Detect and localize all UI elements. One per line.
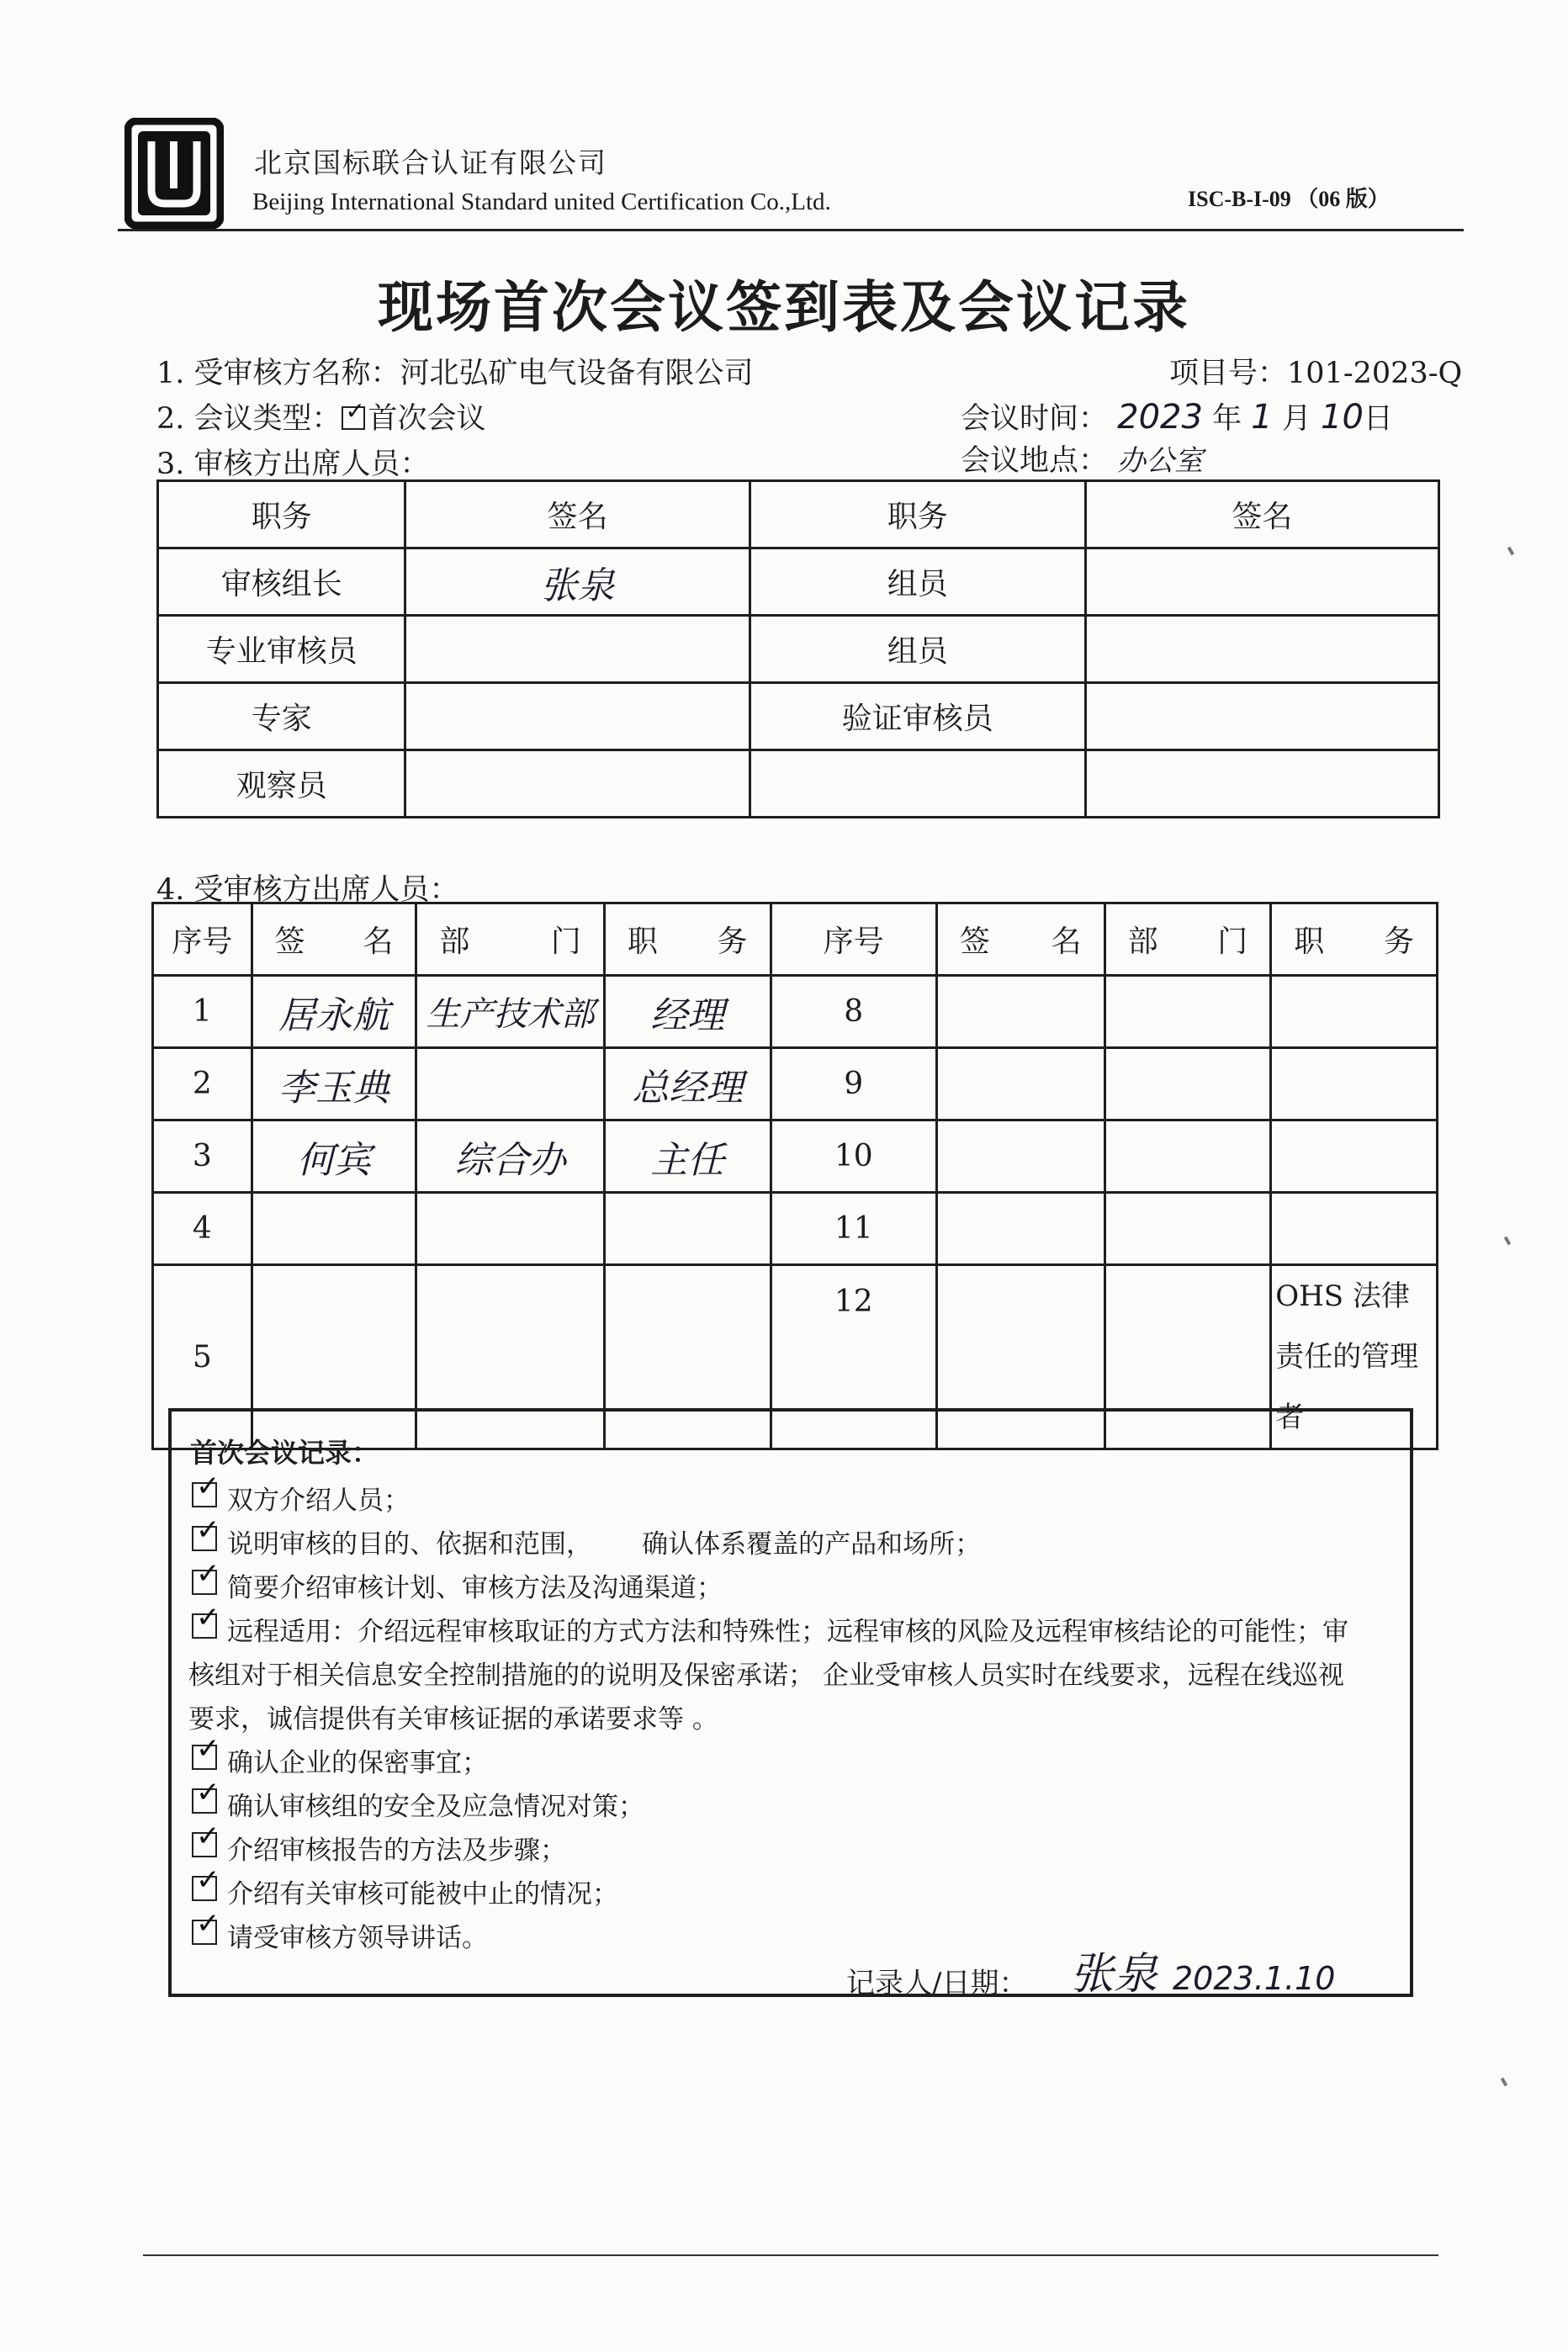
header-seq: 序号 <box>771 903 936 976</box>
header-department: 部 门 <box>416 903 605 976</box>
record-item: ✓ 双方介绍人员； <box>192 1479 410 1517</box>
time-month: 1 <box>1251 398 1273 437</box>
position-cell <box>604 1193 771 1265</box>
meeting-type-line <box>156 395 486 437</box>
time-day-unit: 日 <box>1363 402 1393 436</box>
department-cell: 综合办 <box>416 1120 605 1193</box>
header-role: 职务 <box>158 481 405 548</box>
signature-cell <box>1085 616 1438 683</box>
signature-cell <box>405 616 750 683</box>
record-item: ✓ 远程适用：介绍远程审核取证的方式方法和特殊性；远程审核的风险及远程审核结论的可能性；审 <box>192 1610 1348 1648</box>
table-row <box>153 1048 1438 1120</box>
position-cell: 经理 <box>604 976 771 1048</box>
table-row <box>158 750 1439 818</box>
position-cell <box>1271 1193 1438 1265</box>
scan-mark <box>1501 2078 1507 2087</box>
table-header-row <box>153 903 1438 976</box>
table-row <box>158 683 1439 750</box>
signature-cell: 李玉典 <box>252 1048 416 1120</box>
table-row <box>158 548 1439 616</box>
signature-cell: 何宾 <box>252 1120 416 1193</box>
recorder-label: 记录人/日期： <box>846 1967 1028 2000</box>
company-name-en: Beijing International Standard united Certification Co.,Ltd. <box>252 188 831 215</box>
position-cell <box>1271 1120 1438 1193</box>
header-position: 职 务 <box>604 903 771 976</box>
seq-cell: 12 <box>771 1265 936 1449</box>
time-year: 2023 <box>1117 398 1203 437</box>
role-cell: 组员 <box>750 616 1085 683</box>
time-day: 10 <box>1321 398 1364 437</box>
footer-divider <box>143 2254 1438 2256</box>
role-cell: 验证审核员 <box>750 683 1085 750</box>
header-signature: 签 名 <box>252 903 416 976</box>
checkbox-checked-icon[interactable]: ✓ <box>192 1920 217 1945</box>
record-item-continuation: 核组对于相关信息安全控制措施的的说明及保密承诺； 企业受审核人员实时在线要求，远程在线巡视 <box>188 1661 1344 1691</box>
meeting-type-checkbox[interactable]: ✓ <box>342 406 365 430</box>
auditee-name-line <box>156 350 754 392</box>
position-cell: 总经理 <box>604 1048 771 1120</box>
company-name-cn: 北京国标联合认证有限公司 <box>254 146 607 179</box>
checkbox-checked-icon[interactable]: ✓ <box>192 1482 217 1507</box>
project-number: 101-2023-Q <box>1287 357 1463 390</box>
record-item: ✓ 介绍审核报告的方法及步骤； <box>192 1829 566 1867</box>
record-item: ✓ 请受审核方领导讲话。 <box>192 1916 488 1954</box>
table-row <box>153 1193 1438 1265</box>
department-cell <box>416 1048 605 1120</box>
auditor-attendees-label: 3. 审核方出席人员： <box>156 448 430 481</box>
record-item: ✓ 说明审核的目的、依据和范围， 确认体系覆盖的产品和场所； <box>192 1523 981 1560</box>
position-cell: 主任 <box>604 1120 771 1193</box>
position-cell: OHS 法律责任的管理者 <box>1271 1265 1438 1449</box>
position-cell <box>1271 1048 1438 1120</box>
role-cell <box>750 750 1085 818</box>
seq-cell: 10 <box>771 1120 936 1193</box>
record-item: ✓ 介绍有关审核可能被中止的情况； <box>192 1873 618 1910</box>
checkbox-checked-icon[interactable]: ✓ <box>192 1613 217 1639</box>
company-logo-icon <box>124 118 224 229</box>
signature-cell <box>936 976 1104 1048</box>
table-row <box>153 1120 1438 1193</box>
seq-cell: 9 <box>771 1048 936 1120</box>
meeting-time-line <box>961 395 1393 437</box>
signature-cell <box>936 1193 1104 1265</box>
scan-mark <box>1507 547 1514 556</box>
auditee-name: 河北弘矿电气设备有限公司 <box>400 357 754 390</box>
meeting-type: 首次会议 <box>368 402 486 436</box>
item2-label: 2. 会议类型： <box>156 402 342 436</box>
header-signature: 签名 <box>405 481 750 548</box>
time-year-unit: 年 <box>1212 402 1242 436</box>
record-title: 首次会议记录： <box>190 1437 379 1469</box>
role-cell: 审核组长 <box>158 548 405 616</box>
header-role: 职务 <box>750 481 1085 548</box>
position-cell <box>1271 976 1438 1048</box>
department-cell <box>1104 1193 1271 1265</box>
recorder-date: 2023.1.10 <box>1173 1960 1336 1997</box>
record-item: ✓ 确认审核组的安全及应急情况对策； <box>192 1785 644 1823</box>
auditee-attendees-label: 4. 受审核方出席人员： <box>156 873 459 907</box>
signature-cell <box>252 1193 416 1265</box>
role-cell: 组员 <box>750 548 1085 616</box>
signature-cell <box>1085 548 1438 616</box>
place-label: 会议地点： <box>961 444 1109 478</box>
signature-cell <box>1085 683 1438 750</box>
seq-cell: 8 <box>771 976 936 1048</box>
department-cell <box>416 1193 605 1265</box>
role-cell: 观察员 <box>158 750 405 818</box>
table-row <box>158 616 1439 683</box>
seq-cell: 1 <box>153 976 252 1048</box>
signature-cell <box>405 683 750 750</box>
department-cell <box>1104 976 1271 1048</box>
header-seq: 序号 <box>153 903 252 976</box>
scan-mark <box>1504 1237 1511 1246</box>
signature-cell <box>405 750 750 818</box>
auditee-attendance-table <box>151 902 1438 1450</box>
seq-cell: 11 <box>771 1193 936 1265</box>
auditor-attendance-table <box>156 479 1440 818</box>
role-cell: 专业审核员 <box>158 616 405 683</box>
department-cell <box>1104 1048 1271 1120</box>
record-item: ✓ 确认企业的保密事宜； <box>192 1741 488 1779</box>
department-cell: 生产技术部 <box>416 976 605 1048</box>
header-signature: 签 名 <box>936 903 1104 976</box>
signature-cell: 张泉 <box>405 548 750 616</box>
table-row <box>153 976 1438 1048</box>
seq-cell: 2 <box>153 1048 252 1120</box>
project-label: 项目号： <box>1169 357 1288 390</box>
time-label: 会议时间： <box>961 402 1109 436</box>
checkbox-checked-icon[interactable]: ✓ <box>192 1526 217 1551</box>
time-month-unit: 月 <box>1281 402 1311 436</box>
signature-cell <box>936 1048 1104 1120</box>
item1-label: 1. 受审核方名称： <box>156 357 400 390</box>
checkbox-checked-icon[interactable]: ✓ <box>192 1570 217 1595</box>
meeting-place-line <box>961 437 1203 479</box>
seq-cell: 3 <box>153 1120 252 1193</box>
checkbox-checked-icon[interactable]: ✓ <box>192 1745 217 1770</box>
meeting-place: 办公室 <box>1117 444 1204 478</box>
seq-cell: 4 <box>153 1193 252 1265</box>
form-code: ISC-B-I-09 （06 版） <box>1188 187 1390 211</box>
signature-cell <box>1085 750 1438 818</box>
role-cell: 专家 <box>158 683 405 750</box>
record-item-continuation: 要求，诚信提供有关审核证据的承诺要求等 。 <box>188 1704 718 1735</box>
header-divider <box>118 229 1464 231</box>
page-title: 现场首次会议签到表及会议记录 <box>378 274 1190 340</box>
project-number-line <box>1169 350 1462 392</box>
checkbox-checked-icon[interactable]: ✓ <box>192 1832 217 1857</box>
signature-cell <box>936 1120 1104 1193</box>
signature-cell: 居永航 <box>252 976 416 1048</box>
header-signature: 签名 <box>1085 481 1438 548</box>
header-position: 职 务 <box>1271 903 1438 976</box>
department-cell <box>1104 1120 1271 1193</box>
checkbox-checked-icon[interactable]: ✓ <box>192 1876 217 1901</box>
header-department: 部 门 <box>1104 903 1271 976</box>
checkbox-checked-icon[interactable]: ✓ <box>192 1788 217 1814</box>
recorder-signature: 张泉 <box>1070 1949 1158 2000</box>
table-header-row <box>158 481 1439 548</box>
seq-cell: 5 <box>153 1265 252 1449</box>
record-item: ✓ 简要介绍审核计划、审核方法及沟通渠道； <box>192 1566 723 1604</box>
